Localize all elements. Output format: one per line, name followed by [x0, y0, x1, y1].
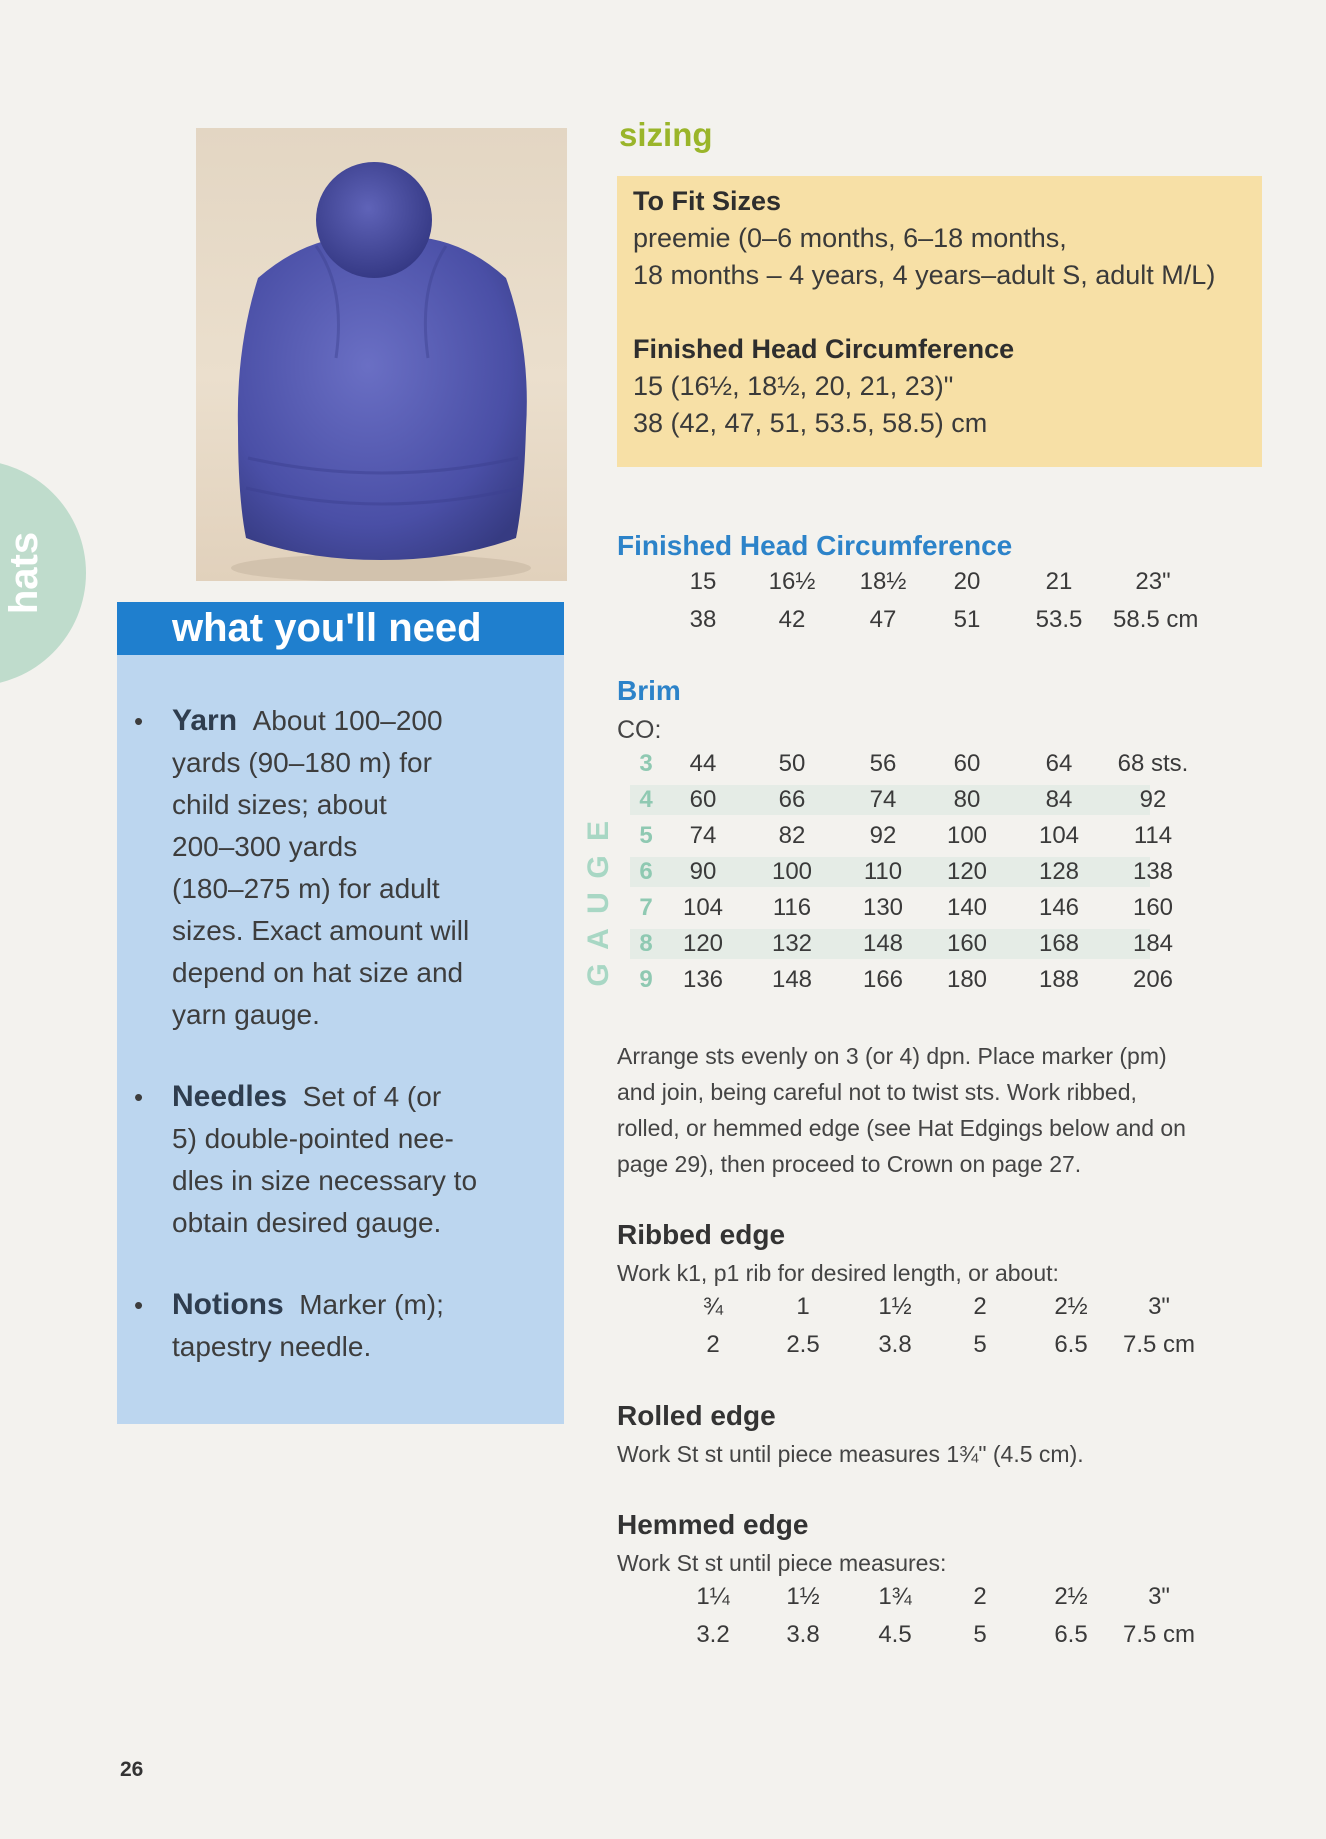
hemmed-table-cell: 5 — [973, 1621, 987, 1648]
brim-table-cell: 50 — [778, 750, 806, 777]
brim-table-cell: 148 — [862, 930, 904, 957]
hemmed-table-cell: 1¾ — [878, 1583, 912, 1610]
brim-table-cell: 160 — [946, 930, 988, 957]
page-number: 26 — [120, 1758, 144, 1781]
brim-table-cell: 84 — [1045, 786, 1073, 813]
materials-item-name: Yarn — [172, 704, 238, 737]
head-table-cell: 20 — [953, 568, 981, 595]
brim-heading: Brim — [617, 675, 681, 706]
ribbed-table-cell: 1½ — [878, 1293, 912, 1320]
materials-line: (180–275 m) for adult — [172, 873, 440, 904]
ribbed-table-cell: 2½ — [1054, 1293, 1088, 1320]
hemmed-table-cell: 7.5 cm — [1122, 1621, 1196, 1648]
materials-line: yarn gauge. — [172, 999, 320, 1030]
brim-table-cell: 138 — [1132, 858, 1174, 885]
brim-table-cell: 136 — [682, 966, 724, 993]
materials-item-text — [172, 700, 547, 1036]
hemmed-table-cell: 3" — [1148, 1583, 1170, 1610]
brim-table-cell: 206 — [1132, 966, 1174, 993]
brim-table-cell: 132 — [771, 930, 813, 957]
brim-table-cell: 130 — [862, 894, 904, 921]
gauge-letter: A — [582, 928, 615, 950]
circumference-label: Finished Head Circumference — [633, 334, 1015, 364]
gauge-value: 9 — [639, 966, 653, 993]
brim-table-cell: 128 — [1038, 858, 1080, 885]
gauge-value: 5 — [639, 822, 653, 849]
materials-line: tapestry needle. — [172, 1331, 372, 1362]
instruction-line: page 29), then proceed to Crown on page 27. — [617, 1151, 1082, 1177]
bullet-icon: • — [134, 1082, 144, 1112]
gauge-value: 6 — [639, 858, 653, 885]
brim-table-cell: 184 — [1132, 930, 1174, 957]
head-circumference-heading: Finished Head Circumference — [617, 530, 1013, 561]
hemmed-table-cell: 3.8 — [786, 1621, 820, 1648]
cast-on-label: CO: — [617, 716, 662, 744]
brim-table-cell: 68 sts. — [1117, 750, 1189, 777]
ribbed-table-cell: 3.8 — [878, 1331, 912, 1358]
hemmed-table-cell: 4.5 — [878, 1621, 912, 1648]
brim-table-cell: 148 — [771, 966, 813, 993]
materials-line: 5) double-pointed nee- — [172, 1123, 454, 1154]
head-table-cell: 51 — [953, 606, 981, 633]
brim-table-cell: 64 — [1045, 750, 1073, 777]
materials-line: depend on hat size and — [172, 957, 464, 988]
ribbed-table-cell: 7.5 cm — [1122, 1331, 1196, 1358]
ribbed-table-cell: 6.5 — [1054, 1331, 1088, 1358]
brim-table-cell: 120 — [946, 858, 988, 885]
brim-table-cell: 110 — [863, 858, 903, 885]
materials-line: sizes. Exact amount will — [172, 915, 470, 946]
knit-hat-icon — [196, 128, 567, 581]
hemmed-edge-text: Work St st until piece measures: — [617, 1550, 947, 1576]
materials-line: Marker (m); — [299, 1289, 444, 1320]
brim-table-cell: 74 — [869, 786, 897, 813]
brim-table-cell: 66 — [778, 786, 806, 813]
head-table-cell: 53.5 — [1035, 606, 1083, 633]
gauge-letter: E — [582, 821, 615, 842]
head-table-cell: 42 — [778, 606, 806, 633]
materials-line: Set of 4 (or — [302, 1081, 442, 1112]
ribbed-table-cell: ¾ — [702, 1293, 723, 1320]
gauge-value: 8 — [639, 930, 653, 957]
brim-table-cell: 60 — [689, 786, 717, 813]
instruction-line: rolled, or hemmed edge (see Hat Edgings below and on — [617, 1115, 1186, 1141]
brim-table-cell: 92 — [869, 822, 897, 849]
gauge-letter: G — [582, 855, 615, 879]
instruction-line: Arrange sts evenly on 3 (or 4) dpn. Place marker (pm) — [617, 1043, 1167, 1069]
hemmed-table-cell: 2 — [973, 1583, 987, 1610]
head-table-cell: 15 — [689, 568, 717, 595]
section-tab-label: hats — [2, 531, 46, 615]
rolled-edge-text: Work St st until piece measures 1¾" (4.5 cm). — [617, 1441, 1084, 1467]
brim-table-cell: 104 — [682, 894, 724, 921]
gauge-letter: G — [582, 963, 615, 987]
head-table-cell: 47 — [869, 606, 897, 633]
brim-table-cell: 74 — [689, 822, 717, 849]
brim-table-cell: 100 — [946, 822, 988, 849]
circumference-line: 38 (42, 47, 51, 53.5, 58.5) cm — [633, 408, 988, 438]
materials-item-name: Needles — [172, 1080, 288, 1113]
hemmed-table-cell: 1½ — [786, 1583, 820, 1610]
brim-table-cell: 44 — [689, 750, 717, 777]
materials-title: what you'll need — [172, 606, 482, 650]
brim-table-cell: 188 — [1038, 966, 1080, 993]
gauge-letter: U — [582, 892, 615, 914]
sizing-heading: sizing — [619, 116, 713, 153]
instruction-line: and join, being careful not to twist sts. Work ribbed, — [617, 1079, 1137, 1105]
brim-table-cell: 82 — [778, 822, 806, 849]
fit-sizes-line: preemie (0–6 months, 6–18 months, — [633, 223, 1067, 253]
fit-sizes-line: 18 months – 4 years, 4 years–adult S, adult M/L) — [633, 260, 1216, 290]
materials-line: About 100–200 — [252, 705, 443, 736]
ribbed-table-cell: 5 — [973, 1331, 987, 1358]
hemmed-edge-heading: Hemmed edge — [617, 1509, 809, 1540]
brim-table-cell: 56 — [869, 750, 897, 777]
head-table-cell: 18½ — [859, 568, 907, 595]
brim-instructions — [617, 1038, 1186, 1182]
hemmed-table-cell: 1¼ — [696, 1583, 730, 1610]
gauge-value: 4 — [639, 786, 653, 813]
materials-line: obtain desired gauge. — [172, 1207, 442, 1238]
ribbed-table-cell: 1 — [796, 1293, 810, 1320]
brim-table-cell: 168 — [1038, 930, 1080, 957]
brim-table-cell: 104 — [1038, 822, 1080, 849]
brim-table-cell: 60 — [953, 750, 981, 777]
materials-line: yards (90–180 m) for — [172, 747, 432, 778]
hemmed-table-cell: 2½ — [1054, 1583, 1088, 1610]
hemmed-table-cell: 6.5 — [1054, 1621, 1088, 1648]
fit-sizes-label: To Fit Sizes — [633, 186, 782, 216]
head-table-cell: 16½ — [768, 568, 816, 595]
brim-table-cell: 90 — [689, 858, 717, 885]
brim-table-cell: 92 — [1139, 786, 1167, 813]
brim-table-cell: 166 — [862, 966, 904, 993]
rolled-edge-heading: Rolled edge — [617, 1400, 776, 1431]
brim-table-cell: 146 — [1038, 894, 1080, 921]
brim-table-cell: 160 — [1132, 894, 1174, 921]
ribbed-table-cell: 2 — [973, 1293, 987, 1320]
bullet-icon: • — [134, 1290, 144, 1320]
ribbed-edge-text: Work k1, p1 rib for desired length, or about: — [617, 1260, 1059, 1286]
circumference-line: 15 (16½, 18½, 20, 21, 23)" — [633, 371, 954, 401]
head-table-cell: 38 — [689, 606, 717, 633]
ribbed-table-cell: 2.5 — [786, 1331, 820, 1358]
head-table-cell: 21 — [1045, 568, 1073, 595]
gauge-value: 7 — [639, 894, 653, 921]
ribbed-table-cell: 2 — [706, 1331, 720, 1358]
brim-table-cell: 140 — [946, 894, 988, 921]
hat-photo — [196, 128, 567, 581]
hemmed-table-cell: 3.2 — [696, 1621, 730, 1648]
brim-table-cell: 100 — [771, 858, 813, 885]
brim-table-cell: 180 — [946, 966, 988, 993]
materials-item-name: Notions — [172, 1288, 284, 1321]
materials-item-text — [172, 1076, 547, 1244]
brim-table-cell: 116 — [772, 894, 812, 921]
gauge-value: 3 — [639, 750, 653, 777]
materials-line: 200–300 yards — [172, 831, 358, 862]
materials-line: child sizes; about — [172, 789, 387, 820]
head-table-cell: 23" — [1135, 568, 1171, 595]
head-table-cell: 58.5 cm — [1113, 606, 1199, 633]
brim-table-cell: 120 — [682, 930, 724, 957]
bullet-icon: • — [134, 706, 144, 736]
materials-line: dles in size necessary to — [172, 1165, 478, 1196]
materials-item-text — [172, 1284, 547, 1368]
ribbed-table-cell: 3" — [1148, 1293, 1170, 1320]
brim-table-cell: 80 — [953, 786, 981, 813]
brim-table-cell: 114 — [1133, 822, 1173, 849]
ribbed-edge-heading: Ribbed edge — [617, 1219, 786, 1250]
